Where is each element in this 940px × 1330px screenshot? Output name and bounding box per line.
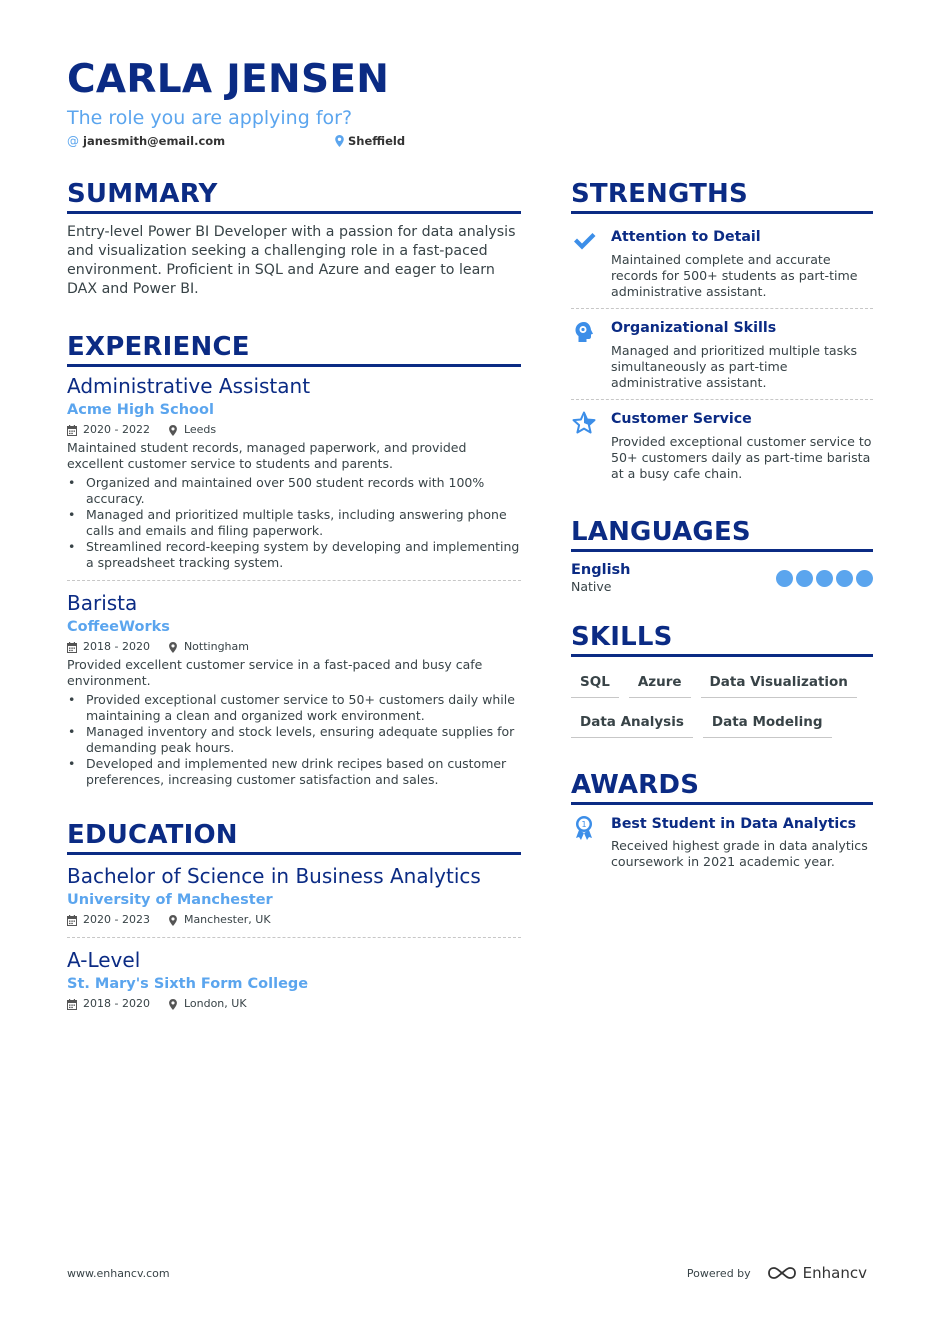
location-pin-icon <box>168 425 178 436</box>
bullet-item: • Managed and prioritized multiple tasks, including answering phone calls and emails and filing paperwork. <box>67 507 521 539</box>
skill-tag: SQL <box>571 669 619 698</box>
proficiency-dot <box>836 570 853 587</box>
job-description: Maintained student records, managed paperwork, and provided excellent customer service to students and parents. <box>67 440 467 471</box>
awards-title: AWARDS <box>571 769 873 805</box>
education-dates: 2018 - 2020 <box>83 997 150 1010</box>
bullet-item: • Developed and implemented new drink recipes based on customer preferences, increasing customer satisfaction and sales. <box>67 756 521 788</box>
skills-section <box>571 621 873 749</box>
powered-by <box>687 1264 867 1282</box>
experience-entry <box>67 373 521 580</box>
strengths-title: STRENGTHS <box>571 178 873 214</box>
right-column <box>571 178 873 870</box>
school-name: St. Mary's Sixth Form College <box>67 976 309 992</box>
education-meta <box>67 996 521 1012</box>
strength-title: Customer Service <box>611 411 752 427</box>
skill-tag: Data Modeling <box>703 709 832 738</box>
proficiency-dot <box>856 570 873 587</box>
svg-text:1: 1 <box>581 820 587 829</box>
calendar-icon <box>67 999 77 1010</box>
skills-list <box>571 669 873 749</box>
proficiency-dot <box>796 570 813 587</box>
strength-description: Managed and prioritized multiple tasks simultaneously as part-time administrative assistant. <box>611 343 858 390</box>
proficiency-dot <box>816 570 833 587</box>
brand-name: Enhancv <box>802 1264 867 1282</box>
experience-section <box>67 331 521 797</box>
location-pin-icon <box>168 915 178 926</box>
email-text[interactable]: janesmith@email.com <box>83 134 226 148</box>
language-level: Native <box>571 579 612 594</box>
job-dates: 2020 - 2022 <box>83 423 150 436</box>
education-meta <box>67 912 521 928</box>
job-bullets <box>67 692 521 788</box>
experience-entry <box>67 580 521 797</box>
company-name: Acme High School <box>67 402 214 418</box>
resume-header <box>67 56 877 149</box>
school-name: University of Manchester <box>67 892 273 908</box>
skill-tag: Data Visualization <box>701 669 857 698</box>
degree-title: Bachelor of Science in Business Analytics <box>67 864 481 888</box>
education-section <box>67 819 521 1021</box>
education-location: London, UK <box>183 997 247 1010</box>
job-description: Provided excellent customer service in a fast-paced and busy cafe environment. <box>67 657 483 688</box>
degree-title: A-Level <box>67 948 141 972</box>
strength-description: Provided exceptional customer service to 50+ customers daily as part-time barista at a busy cafe chain. <box>611 434 872 481</box>
at-icon: @ <box>67 134 79 148</box>
strength-title: Organizational Skills <box>611 320 777 336</box>
award-description: Received highest grade in data analytics coursework in 2021 academic year. <box>611 838 868 869</box>
languages-section <box>571 516 873 595</box>
calendar-icon <box>67 425 77 436</box>
company-name: CoffeeWorks <box>67 619 170 635</box>
medal-icon <box>573 815 595 841</box>
award-item <box>571 815 873 870</box>
summary-title: SUMMARY <box>67 178 521 214</box>
calendar-icon <box>67 915 77 926</box>
education-location: Manchester, UK <box>183 913 271 926</box>
education-entry <box>67 937 521 1021</box>
proficiency-dot <box>776 570 793 587</box>
proficiency-dots <box>776 570 873 587</box>
education-dates: 2020 - 2023 <box>83 913 150 926</box>
candidate-name: CARLA JENSEN <box>67 57 390 102</box>
job-title: Barista <box>67 591 138 615</box>
location-pin-icon <box>335 135 344 147</box>
job-location: Leeds <box>183 423 217 436</box>
bullet-item: • Streamlined record-keeping system by developing and implementing a spreadsheet tracking system. <box>67 539 521 571</box>
footer <box>67 1264 867 1282</box>
brand-logo[interactable] <box>767 1264 867 1282</box>
job-title: Administrative Assistant <box>67 374 311 398</box>
strength-item <box>571 399 873 490</box>
enhancv-logo-icon <box>767 1265 797 1281</box>
location-pin-icon <box>168 999 178 1010</box>
bullet-item: • Provided exceptional customer service to 50+ customers daily while maintaining a clean and organized work environment. <box>67 692 521 724</box>
languages-title: LANGUAGES <box>571 516 873 552</box>
job-meta <box>67 639 521 655</box>
language-name: English <box>571 562 631 578</box>
email-item <box>67 134 335 148</box>
left-column <box>67 178 521 1021</box>
star-icon <box>572 411 596 435</box>
strength-description: Maintained complete and accurate records for 500+ students as part-time administrative assistant. <box>611 252 858 299</box>
awards-section <box>571 769 873 870</box>
award-title: Best Student in Data Analytics <box>611 816 857 832</box>
bullet-item: • Organized and maintained over 500 student records with 100% accuracy. <box>67 475 521 507</box>
target-role: The role you are applying for? <box>67 107 353 129</box>
job-meta <box>67 422 521 438</box>
bullet-item: • Managed inventory and stock levels, ensuring adequate supplies for demanding peak hours. <box>67 724 521 756</box>
location-item <box>335 134 405 148</box>
skill-tag: Data Analysis <box>571 709 693 738</box>
head-brain-icon <box>572 320 596 344</box>
location-pin-icon <box>168 642 178 653</box>
skills-title: SKILLS <box>571 621 873 657</box>
strength-item <box>571 308 873 399</box>
calendar-icon <box>67 642 77 653</box>
location-text: Sheffield <box>348 134 406 148</box>
job-dates: 2018 - 2020 <box>83 640 150 653</box>
skill-tag: Azure <box>629 669 691 698</box>
experience-title: EXPERIENCE <box>67 331 521 367</box>
strengths-section <box>571 178 873 490</box>
job-bullets <box>67 475 521 571</box>
checkmark-icon <box>572 229 596 253</box>
education-entry <box>67 863 521 937</box>
strength-title: Attention to Detail <box>611 229 761 245</box>
contact-info <box>67 133 877 149</box>
language-item <box>571 561 873 595</box>
education-title: EDUCATION <box>67 819 521 855</box>
summary-text: Entry-level Power BI Developer with a passion for data analysis and visualization seeking a challenging role in a fast-paced environment. Proficient in SQL and Azure and eager to learn DAX and Power BI. <box>67 224 516 297</box>
powered-by-label: Powered by <box>686 1266 751 1280</box>
website-link[interactable]: www.enhancv.com <box>67 1266 170 1280</box>
job-location: Nottingham <box>183 640 249 653</box>
strength-item <box>571 218 873 308</box>
summary-section <box>67 178 521 299</box>
